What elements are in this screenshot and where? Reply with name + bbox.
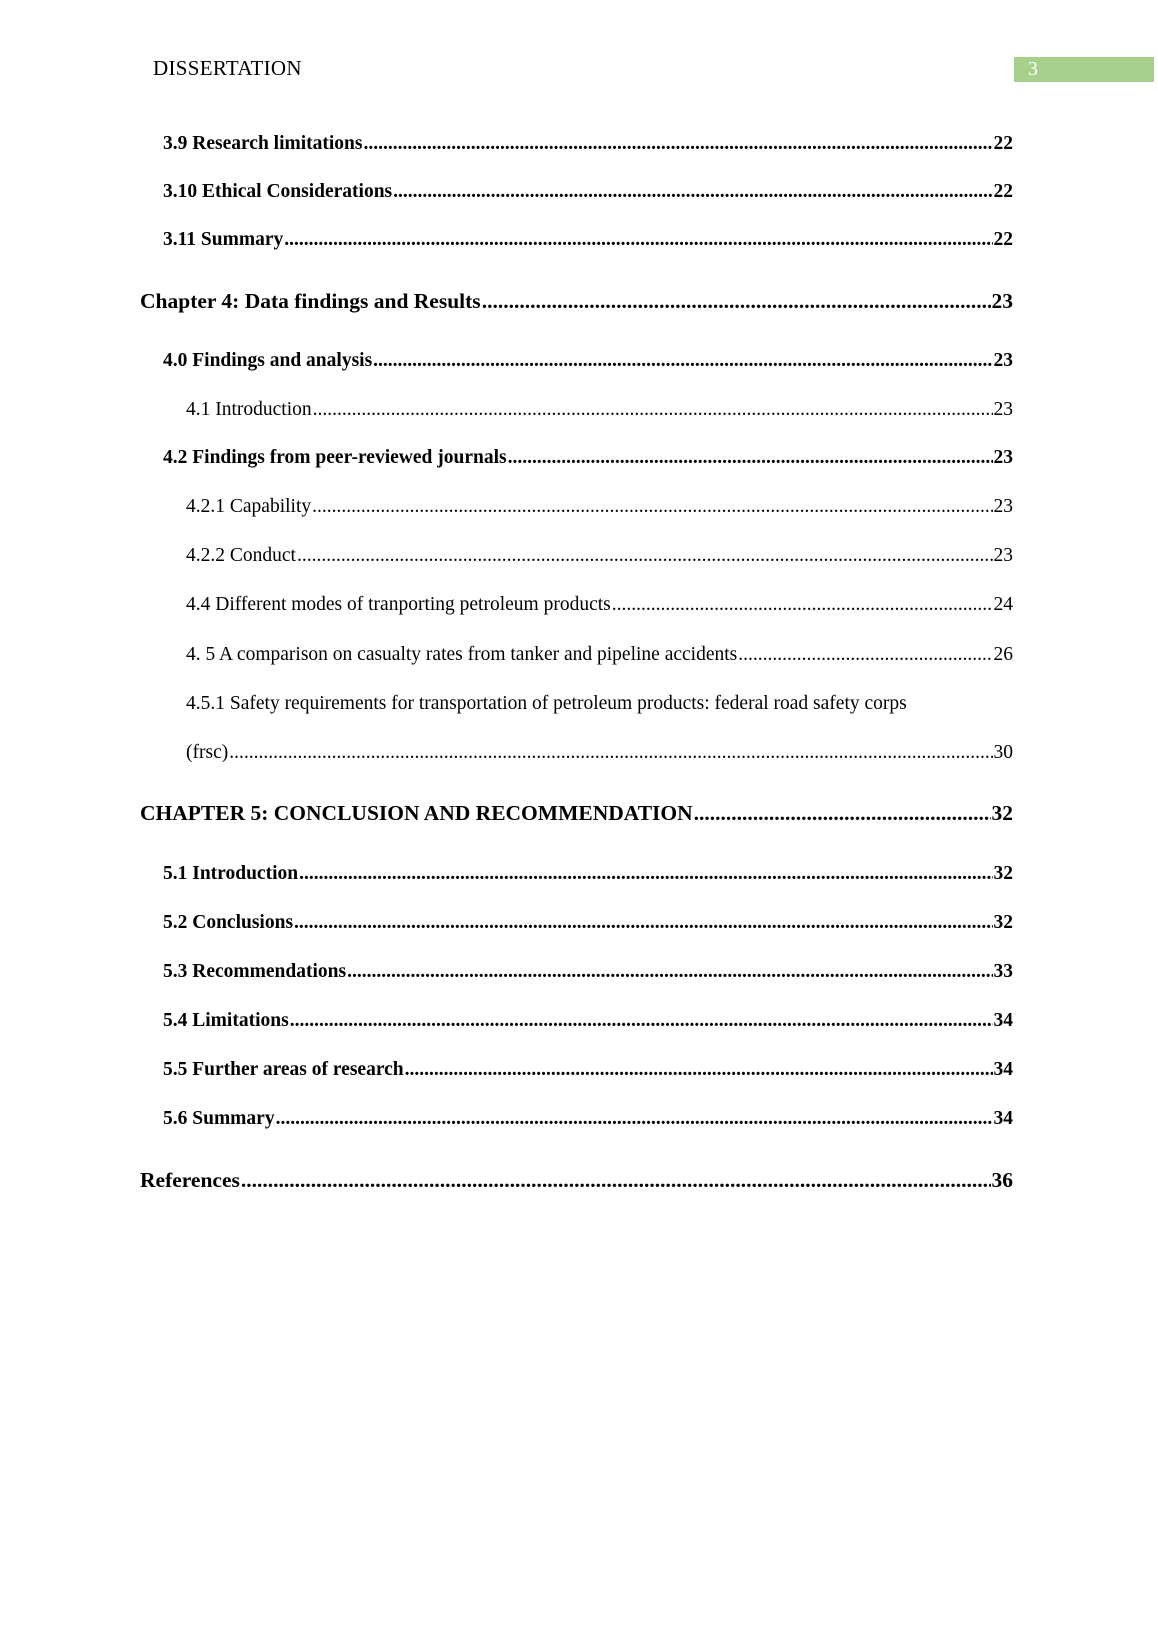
toc-entry[interactable] [163, 1010, 1013, 1032]
toc-entry-page: 30 [993, 742, 1013, 763]
dot-leader [313, 399, 993, 421]
dot-leader [373, 350, 992, 372]
toc-entry-page: 23 [993, 447, 1013, 468]
dot-leader [405, 1059, 993, 1081]
dot-leader [612, 594, 993, 616]
toc-entry[interactable] [163, 863, 1013, 885]
dot-leader [294, 912, 992, 934]
dot-leader [738, 644, 992, 666]
toc-entry-page: 32 [991, 801, 1013, 825]
toc-entry-page: 26 [993, 644, 1013, 665]
toc-entry-label-line1[interactable]: 4.5.1 Safety requirements for transportation of petroleum products: federal road safety corps [186, 693, 907, 714]
toc-entry[interactable] [186, 545, 1013, 567]
toc-chapter-entry[interactable] [140, 289, 1013, 314]
toc-entry-label: 4. 5 A comparison on casualty rates from tanker and pipeline accidents [186, 644, 738, 665]
toc-entry[interactable] [163, 181, 1013, 203]
toc-entry-page: 32 [993, 912, 1013, 933]
dot-leader [297, 545, 993, 567]
toc-entry-page: 23 [993, 350, 1013, 371]
dot-leader [364, 133, 993, 155]
toc-entry-label: Chapter 4: Data findings and Results [140, 289, 481, 313]
toc-entry-label: 5.3 Recommendations [163, 961, 347, 982]
dot-leader [290, 1010, 993, 1032]
dot-leader [694, 801, 991, 826]
toc-entry[interactable] [163, 447, 1013, 469]
toc-entry[interactable] [186, 742, 1013, 764]
page-number-badge [1014, 57, 1154, 82]
toc-entry-label: 4.1 Introduction [186, 399, 312, 420]
toc-entry-page: 24 [993, 594, 1013, 615]
toc-entry-page: 23 [993, 399, 1013, 420]
toc-entry-page: 23 [993, 545, 1013, 566]
toc-entry-page: 23 [991, 289, 1013, 313]
toc-entry[interactable] [163, 961, 1013, 983]
toc-entry-label: 5.4 Limitations [163, 1010, 289, 1031]
toc-entry-page: 32 [993, 863, 1013, 884]
dot-leader [229, 742, 992, 764]
toc-entry[interactable] [186, 644, 1013, 666]
dot-leader [241, 1168, 991, 1193]
toc-entry-page: 34 [993, 1010, 1013, 1031]
dot-leader [312, 496, 992, 518]
toc-entry-label: 5.1 Introduction [163, 863, 299, 884]
toc-entry-label: 5.5 Further areas of research [163, 1059, 404, 1080]
toc-entry-page: 34 [993, 1059, 1013, 1080]
toc-entry-label: 4.4 Different modes of tranporting petroleum products [186, 594, 611, 615]
toc-entry-label: 4.2.1 Capability [186, 496, 312, 517]
dot-leader [284, 229, 992, 251]
toc-entry-page: 22 [993, 133, 1013, 154]
toc-entry-label: 5.2 Conclusions [163, 912, 294, 933]
toc-entry-page: 36 [991, 1168, 1013, 1192]
page-number: 3 [1028, 58, 1038, 80]
toc-entry-label: References [140, 1168, 240, 1192]
toc-entry-label: 4.2.2 Conduct [186, 545, 296, 566]
header-title: DISSERTATION [153, 56, 302, 80]
toc-entry-page: 34 [993, 1108, 1013, 1129]
dot-leader [482, 289, 991, 314]
dot-leader [299, 863, 992, 885]
toc-entry-label: 3.10 Ethical Considerations [163, 181, 393, 202]
dot-leader [508, 447, 993, 469]
toc-entry-page: 22 [993, 229, 1013, 250]
toc-entry-label: 3.11 Summary [163, 229, 284, 250]
toc-entry-label: 4.0 Findings and analysis [163, 350, 373, 371]
toc-entry[interactable] [163, 133, 1013, 155]
toc-entry[interactable] [163, 229, 1013, 251]
toc-entry[interactable] [163, 912, 1013, 934]
toc-entry[interactable] [186, 399, 1013, 421]
toc-entry[interactable] [186, 496, 1013, 518]
toc-entry-label: 4.2 Findings from peer-reviewed journals [163, 447, 507, 468]
toc-entry[interactable] [186, 594, 1013, 616]
toc-entry-label: 3.9 Research limitations [163, 133, 363, 154]
toc-chapter-entry[interactable] [140, 801, 1013, 826]
toc-entry-label: 5.6 Summary [163, 1108, 275, 1129]
dot-leader [347, 961, 992, 983]
dot-leader [276, 1108, 993, 1130]
toc-entry-page: 23 [993, 496, 1013, 517]
dot-leader [393, 181, 992, 203]
toc-entry-page: 33 [993, 961, 1013, 982]
toc-entry[interactable] [163, 350, 1013, 372]
toc-entry-page: 22 [993, 181, 1013, 202]
toc-entry-label: (frsc) [186, 742, 229, 763]
toc-entry-label: CHAPTER 5: CONCLUSION AND RECOMMENDATION [140, 801, 693, 825]
toc-entry[interactable] [163, 1108, 1013, 1130]
toc-chapter-entry[interactable] [140, 1168, 1013, 1193]
toc-entry[interactable] [163, 1059, 1013, 1081]
